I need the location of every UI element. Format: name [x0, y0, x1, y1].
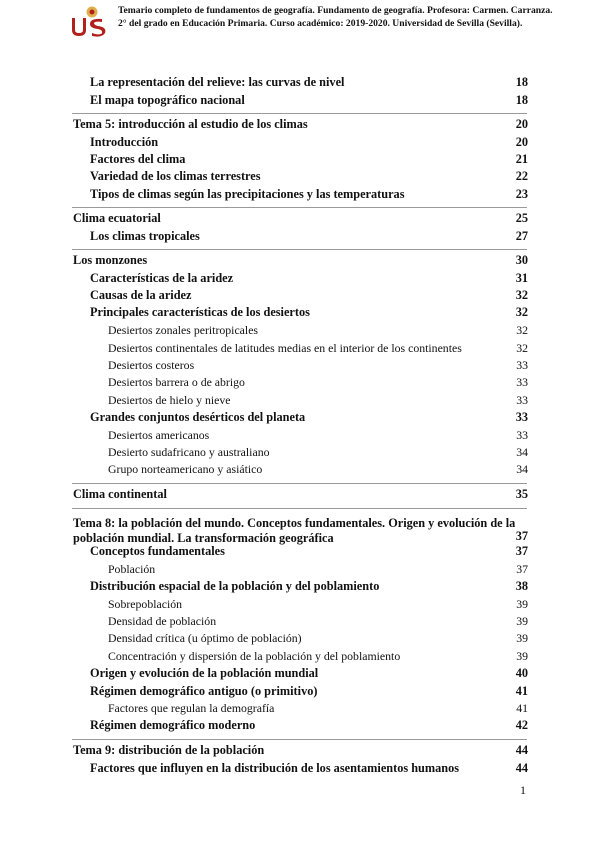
toc-page: 32: [515, 305, 528, 319]
toc-page: 18: [515, 93, 528, 107]
section-divider: [72, 249, 527, 250]
toc-page: 41: [515, 684, 528, 698]
toc-entry[interactable]: Desiertos barrera o de abrigo: [108, 375, 245, 389]
toc-entry[interactable]: Desiertos americanos: [108, 428, 210, 442]
toc-entry[interactable]: Introducción: [90, 135, 159, 149]
toc-page: 25: [515, 211, 528, 225]
toc-entry[interactable]: Origen y evolución de la población mundial: [90, 666, 319, 680]
toc-page: 33: [516, 428, 528, 442]
toc-entry[interactable]: Variedad de los climas terrestres: [90, 169, 261, 183]
toc-entry[interactable]: Factores que regulan la demografía: [108, 701, 275, 715]
toc-page: 20: [515, 135, 528, 149]
toc-entry[interactable]: Factores que influyen en la distribución de los asentamientos humanos: [90, 761, 460, 775]
section-divider: [72, 207, 527, 208]
toc-entry[interactable]: Clima ecuatorial: [73, 211, 161, 225]
toc-entry[interactable]: Concentración y dispersión de la población y del poblamiento: [108, 649, 401, 663]
toc-entry[interactable]: Población: [108, 562, 156, 576]
toc-entry[interactable]: Sobrepoblación: [108, 597, 183, 611]
toc-entry[interactable]: Factores del clima: [90, 152, 186, 166]
toc-page: 33: [515, 410, 528, 424]
toc-page: 18: [515, 75, 528, 89]
toc-entry[interactable]: Desierto sudafricano y australiano: [108, 445, 270, 459]
toc-entry[interactable]: Los climas tropicales: [90, 229, 200, 243]
toc-entry[interactable]: Tema 8: la población del mundo. Conceptos fundamentales. Origen y evolución de la población mundial. La transformación geográfica: [73, 516, 516, 545]
toc-entry[interactable]: Conceptos fundamentales: [90, 544, 225, 558]
toc-page: 41: [516, 701, 528, 715]
toc-page: 42: [515, 718, 528, 732]
toc-page: 23: [515, 187, 528, 201]
toc-page: 32: [515, 288, 528, 302]
toc-entry[interactable]: Tema 5: introducción al estudio de los climas: [73, 117, 308, 131]
toc-page: 39: [516, 597, 528, 611]
section-divider: [72, 113, 527, 114]
toc-page: 39: [516, 649, 528, 663]
toc-entry[interactable]: Los monzones: [73, 253, 148, 267]
toc-page: 30: [515, 253, 528, 267]
toc-entry[interactable]: Características de la aridez: [90, 271, 234, 285]
toc-entry[interactable]: Desiertos continentales de latitudes medias en el interior de los continentes: [108, 341, 462, 355]
toc-page: 44: [515, 761, 528, 775]
toc-page: 31: [515, 271, 528, 285]
header-line-2: 2° del grado en Educación Primaria. Curso académico: 2019-2020. Universidad de Sevilla (Sevilla).: [118, 18, 523, 29]
section-divider: [72, 508, 527, 509]
toc-page: 20: [515, 117, 528, 131]
toc-page: 35: [515, 487, 528, 501]
toc-page: 21: [515, 152, 528, 166]
toc-page: 44: [515, 743, 528, 757]
toc-entry[interactable]: La representación del relieve: las curvas de nivel: [90, 75, 345, 89]
page-number: 1: [520, 783, 526, 797]
toc-page: 22: [515, 169, 528, 183]
toc-entry[interactable]: Tema 9: distribución de la población: [73, 743, 265, 757]
toc-page: 32: [516, 323, 528, 337]
toc-page: 34: [516, 445, 528, 459]
toc-entry[interactable]: Grupo norteamericano y asiático: [108, 462, 263, 476]
toc-entry[interactable]: Desiertos zonales peritropicales: [108, 323, 259, 337]
toc-page: 33: [516, 375, 528, 389]
toc-entry[interactable]: Causas de la aridez: [90, 288, 192, 302]
toc-entry[interactable]: Principales características de los desiertos: [90, 305, 310, 319]
toc-page: 37: [515, 529, 528, 543]
toc-page: 39: [516, 614, 528, 628]
toc-page: 39: [516, 631, 528, 645]
header-line-1: Temario completo de fundamentos de geografía. Fundamento de geografía. Profesora: Carmen. Carranza.: [118, 5, 553, 16]
toc-entry[interactable]: Tipos de climas según las precipitaciones y las temperaturas: [90, 187, 405, 201]
toc-entry[interactable]: Distribución espacial de la población y del poblamiento: [90, 579, 380, 593]
toc-entry[interactable]: Régimen demográfico antiguo (o primitivo): [90, 684, 318, 698]
toc-entry[interactable]: Densidad de población: [108, 614, 217, 628]
toc-entry[interactable]: El mapa topográfico nacional: [90, 93, 245, 107]
toc-page: 27: [515, 229, 528, 243]
toc-page: 37: [516, 562, 528, 576]
toc-entry[interactable]: Desiertos de hielo y nieve: [108, 393, 231, 407]
toc-entry[interactable]: Desiertos costeros: [108, 358, 195, 372]
toc-entry[interactable]: Grandes conjuntos desérticos del planeta: [90, 410, 306, 424]
toc-entry[interactable]: Régimen demográfico moderno: [90, 718, 256, 732]
toc-page: 34: [516, 462, 528, 476]
toc-page: 32: [516, 341, 528, 355]
toc-entry[interactable]: Clima continental: [73, 487, 167, 501]
toc-page: 40: [515, 666, 528, 680]
section-divider: [72, 739, 527, 740]
section-divider: [72, 483, 527, 484]
toc-page: 37: [515, 544, 528, 558]
toc-page: 33: [516, 358, 528, 372]
toc-page: 33: [516, 393, 528, 407]
toc-page: 38: [515, 579, 528, 593]
toc-entry[interactable]: Densidad crítica (u óptimo de población): [108, 631, 302, 645]
